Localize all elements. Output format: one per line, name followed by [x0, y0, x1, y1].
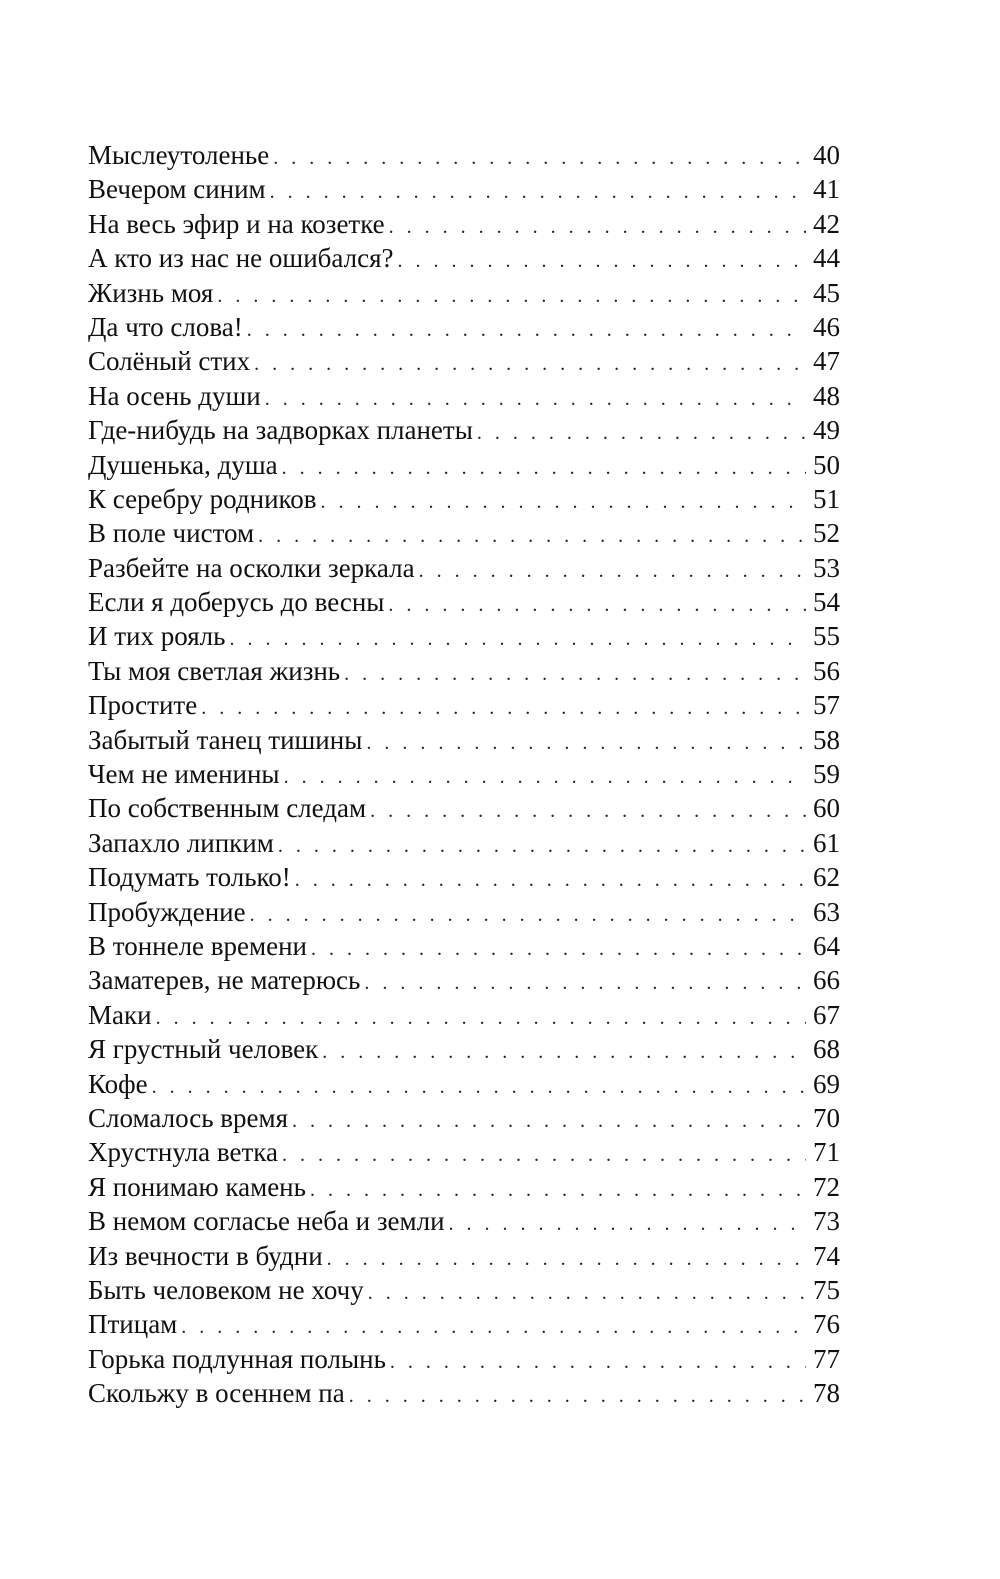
toc-entry-page-number: 52	[813, 518, 840, 549]
toc-leader-dots	[278, 829, 806, 863]
toc-entry	[88, 723, 840, 757]
toc-entry-page-number: 41	[813, 174, 840, 205]
toc-entry	[88, 448, 840, 482]
toc-entry	[88, 1032, 840, 1066]
toc-entry	[88, 963, 840, 997]
toc-entry-page-number: 72	[813, 1171, 840, 1202]
toc-entry	[88, 310, 840, 344]
toc-leader-dots	[397, 244, 806, 278]
toc-entry	[88, 276, 840, 310]
toc-entry-title: На весь эфир и на козетке	[88, 208, 385, 239]
toc-entry-title: Вечером синим	[88, 174, 266, 205]
toc-entry-title: Горька подлунная полынь	[88, 1343, 386, 1374]
toc-entry	[88, 654, 840, 688]
toc-entry-title: Душенька, душа	[88, 449, 278, 480]
toc-leader-dots	[322, 1035, 806, 1069]
toc-entry-title: Где-нибудь на задворках планеты	[88, 415, 473, 446]
toc-entry-page-number: 70	[813, 1102, 840, 1133]
toc-leader-dots	[181, 1310, 806, 1344]
toc-entry-page-number: 75	[813, 1274, 840, 1305]
toc-leader-dots	[217, 279, 806, 313]
toc-entry	[88, 1170, 840, 1204]
toc-entry-title: Жизнь моя	[88, 277, 214, 308]
toc-entry-page-number: 67	[813, 999, 840, 1030]
toc-entry	[88, 1307, 840, 1341]
toc-entry-page-number: 48	[813, 380, 840, 411]
toc-entry-page-number: 66	[813, 965, 840, 996]
toc-entry-title: Чем не именины	[88, 759, 280, 790]
toc-leader-dots	[258, 519, 806, 553]
toc-entry	[88, 895, 840, 929]
toc-entry-title: Солёный стих	[88, 346, 251, 377]
toc-entry	[88, 757, 840, 791]
toc-entry	[88, 1342, 840, 1376]
toc-leader-dots	[250, 898, 806, 932]
toc-entry	[88, 619, 840, 653]
toc-leader-dots	[310, 1173, 806, 1207]
toc-entry-title: Пробуждение	[88, 896, 246, 927]
toc-entry-page-number: 60	[813, 793, 840, 824]
toc-leader-dots	[284, 760, 806, 794]
toc-entry-title: Ты моя светлая жизнь	[88, 655, 341, 686]
toc-entry	[88, 1101, 840, 1135]
toc-leader-dots	[419, 554, 806, 588]
toc-entry-page-number: 59	[813, 759, 840, 790]
toc-leader-dots	[282, 1138, 806, 1172]
toc-entry-title: Маки	[88, 999, 152, 1030]
toc-entry	[88, 207, 840, 241]
toc-leader-dots	[349, 1379, 806, 1413]
toc-leader-dots	[364, 966, 806, 1000]
toc-entry-title: Птицам	[88, 1309, 178, 1340]
toc-entry-page-number: 40	[813, 140, 840, 170]
toc-leader-dots	[152, 1070, 806, 1104]
toc-entry-page-number: 62	[813, 862, 840, 893]
toc-entry	[88, 826, 840, 860]
toc-entry	[88, 1204, 840, 1238]
table-of-contents	[88, 138, 840, 1410]
toc-entry-page-number: 61	[813, 827, 840, 858]
toc-entry-page-number: 78	[813, 1378, 840, 1409]
toc-entry	[88, 344, 840, 378]
toc-leader-dots	[477, 416, 806, 450]
toc-entry	[88, 1239, 840, 1273]
toc-leader-dots	[282, 451, 806, 485]
toc-entry-page-number: 69	[813, 1068, 840, 1099]
toc-entry-title: Скольжу в осеннем па	[88, 1378, 345, 1409]
toc-entry-page-number: 58	[813, 724, 840, 755]
toc-entry-page-number: 74	[813, 1240, 840, 1271]
toc-entry-page-number: 46	[813, 311, 840, 342]
toc-entry-page-number: 55	[813, 621, 840, 652]
toc-entry	[88, 1067, 840, 1101]
toc-entry-title: Из вечности в будни	[88, 1240, 323, 1271]
toc-leader-dots	[388, 588, 806, 622]
toc-entry	[88, 1273, 840, 1307]
toc-entry	[88, 1376, 840, 1410]
toc-leader-dots	[292, 1104, 806, 1138]
toc-entry-page-number: 53	[813, 552, 840, 583]
toc-entry-title: В немом согласье неба и земли	[88, 1206, 445, 1237]
toc-leader-dots	[389, 210, 806, 244]
toc-entry-page-number: 45	[813, 277, 840, 308]
toc-entry-page-number: 44	[813, 243, 840, 274]
toc-entry-title: Я грустный человек	[88, 1034, 319, 1065]
toc-leader-dots	[449, 1207, 806, 1241]
toc-leader-dots	[366, 726, 806, 760]
toc-entry-page-number: 50	[813, 449, 840, 480]
toc-entry-title: Запахло липким	[88, 827, 274, 858]
toc-entry-page-number: 63	[813, 896, 840, 927]
toc-entry-title: Разбейте на осколки зеркала	[88, 552, 415, 583]
toc-leader-dots	[390, 1345, 806, 1379]
toc-entry	[88, 791, 840, 825]
toc-entry-title: Подумать только!	[88, 862, 291, 893]
toc-leader-dots	[368, 1276, 806, 1310]
toc-leader-dots	[156, 1001, 806, 1035]
toc-entry	[88, 688, 840, 722]
toc-entry	[88, 482, 840, 516]
toc-entry	[88, 172, 840, 206]
toc-entry-page-number: 77	[813, 1343, 840, 1374]
toc-leader-dots	[229, 622, 806, 656]
toc-entry-title: Мыслеутоленье	[88, 140, 270, 170]
toc-leader-dots	[201, 691, 806, 725]
toc-entry-page-number: 51	[813, 483, 840, 514]
toc-entry-page-number: 42	[813, 208, 840, 239]
toc-leader-dots	[327, 1242, 806, 1276]
toc-entry-page-number: 54	[813, 587, 840, 618]
toc-entry-title: И тих рояль	[88, 621, 226, 652]
toc-entry-title: К серебру родников	[88, 483, 317, 514]
toc-entry-title: Да что слова!	[88, 311, 243, 342]
toc-entry-page-number: 47	[813, 346, 840, 377]
toc-entry-page-number: 64	[813, 930, 840, 961]
toc-entry-title: По собственным следам	[88, 793, 367, 824]
toc-entry	[88, 516, 840, 550]
toc-entry-title: На осень души	[88, 380, 261, 411]
toc-leader-dots	[265, 382, 806, 416]
toc-leader-dots	[254, 347, 806, 381]
toc-leader-dots	[270, 175, 806, 209]
toc-entry-title: Если я доберусь до весны	[88, 587, 385, 618]
toc-entry-title: Быть человеком не хочу	[88, 1274, 364, 1305]
toc-entry	[88, 379, 840, 413]
toc-leader-dots	[273, 141, 806, 175]
toc-entry-page-number: 56	[813, 655, 840, 686]
toc-entry-page-number: 68	[813, 1034, 840, 1065]
toc-leader-dots	[370, 794, 806, 828]
toc-entry	[88, 1135, 840, 1169]
toc-entry	[88, 241, 840, 275]
toc-entry	[88, 998, 840, 1032]
toc-entry-title: Забытый танец тишины	[88, 724, 363, 755]
toc-entry-title: А кто из нас не ошибался?	[88, 243, 394, 274]
toc-entry	[88, 551, 840, 585]
toc-leader-dots	[311, 932, 806, 966]
toc-entry-title: Простите	[88, 690, 198, 721]
toc-entry-title: Я понимаю камень	[88, 1171, 306, 1202]
toc-entry-page-number: 57	[813, 690, 840, 721]
toc-entry-page-number: 49	[813, 415, 840, 446]
toc-entry-page-number: 71	[813, 1137, 840, 1168]
toc-leader-dots	[247, 313, 806, 347]
toc-entry-title: В тоннеле времени	[88, 930, 307, 961]
toc-entry	[88, 413, 840, 447]
toc-leader-dots	[321, 485, 806, 519]
toc-entry-page-number: 73	[813, 1206, 840, 1237]
toc-entry	[88, 929, 840, 963]
toc-entry-title: Кофе	[88, 1068, 148, 1099]
toc-entry-title: В поле чистом	[88, 518, 255, 549]
toc-entry-title: Заматерев, не матерюсь	[88, 965, 361, 996]
toc-entry-title: Сломалось время	[88, 1102, 289, 1133]
toc-entry	[88, 138, 840, 172]
toc-entry-title: Хрустнула ветка	[88, 1137, 278, 1168]
toc-leader-dots	[344, 657, 806, 691]
toc-entry	[88, 860, 840, 894]
toc-entry	[88, 585, 840, 619]
toc-entry-page-number: 76	[813, 1309, 840, 1340]
toc-leader-dots	[295, 863, 806, 897]
